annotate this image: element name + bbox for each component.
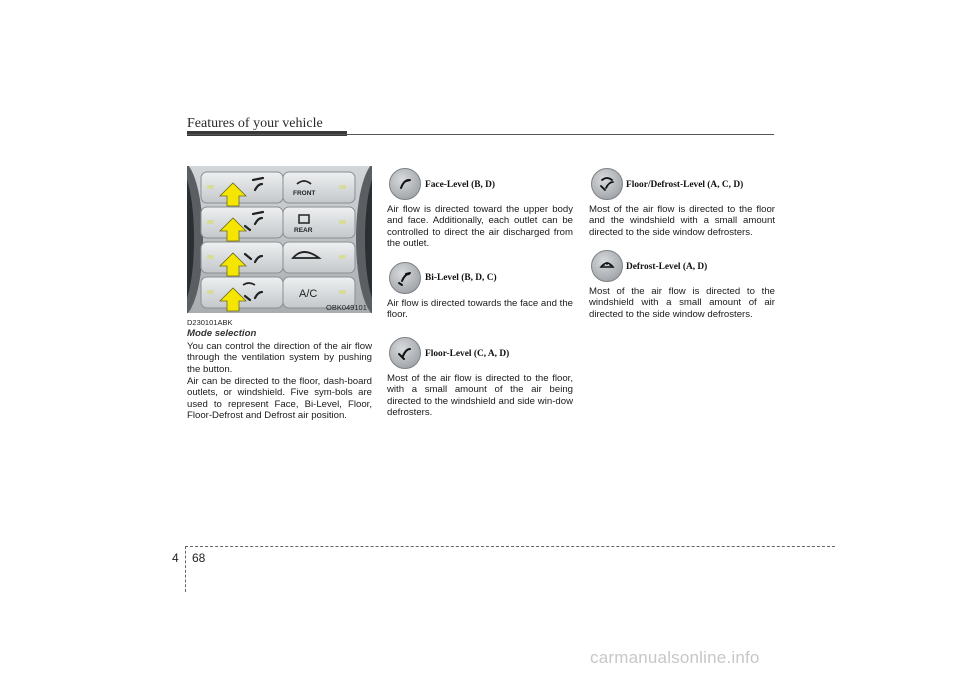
paragraph-2: Air can be directed to the floor, dash-board outlets, or windshield. Five sym-bols are used to represent Face, Bi-Level, Floor, Floor-Defrost and Defrost air position.: [187, 376, 372, 421]
section-heading: Mode selection: [187, 328, 257, 339]
floor-defrost-level-icon: [591, 168, 623, 200]
footer-rule: [185, 546, 835, 547]
mode-text-bi: Air flow is directed towards the face and the floor.: [387, 298, 573, 321]
face-level-icon: [389, 168, 421, 200]
mode-text-floor-defrost: Most of the air flow is directed to the floor and the windshield with a small amount directed to the side window defrosters.: [589, 204, 775, 238]
mode-text-defrost: Most of the air flow is directed to the windshield with a small amount of air directed to the side window defrosters.: [589, 286, 775, 320]
figure-code: OBK049101: [326, 303, 367, 312]
mode-text-face: Air flow is directed toward the upper body and face. Additionally, each outlet can be controlled to direct the air discharged from the outlet.: [387, 204, 573, 249]
front-label: FRONT: [293, 190, 316, 197]
section-code: D230101ABK: [187, 318, 233, 327]
section-title: Features of your vehicle: [187, 116, 323, 131]
defrost-level-icon: [591, 250, 623, 282]
mode-title-bi: Bi-Level (B, D, C): [425, 273, 497, 283]
chapter-number: 4: [172, 551, 179, 565]
control-panel-illustration: [187, 166, 372, 313]
floor-level-icon: [389, 337, 421, 369]
mode-title-floor-defrost: Floor/Defrost-Level (A, C, D): [626, 180, 744, 190]
bi-level-icon: [389, 262, 421, 294]
header-rule: [187, 134, 774, 135]
mode-title-floor: Floor-Level (C, A, D): [425, 349, 510, 359]
mode-title-defrost: Defrost-Level (A, D): [626, 262, 708, 272]
mode-title-face: Face-Level (B, D): [425, 180, 496, 190]
rear-label: REAR: [294, 227, 313, 234]
paragraph-1: You can control the direction of the air flow through the ventilation system by pushing the button.: [187, 341, 372, 375]
page-number: 68: [192, 551, 206, 565]
control-panel-figure: [187, 166, 372, 313]
footer-rule-vertical: [185, 546, 186, 592]
watermark: carmanualsonline.info: [590, 648, 760, 667]
mode-text-floor: Most of the air flow is directed to the floor, with a small amount of the air being directed to the windshield and side win-dow defrosters.: [387, 373, 573, 418]
ac-label: A/C: [299, 288, 318, 300]
